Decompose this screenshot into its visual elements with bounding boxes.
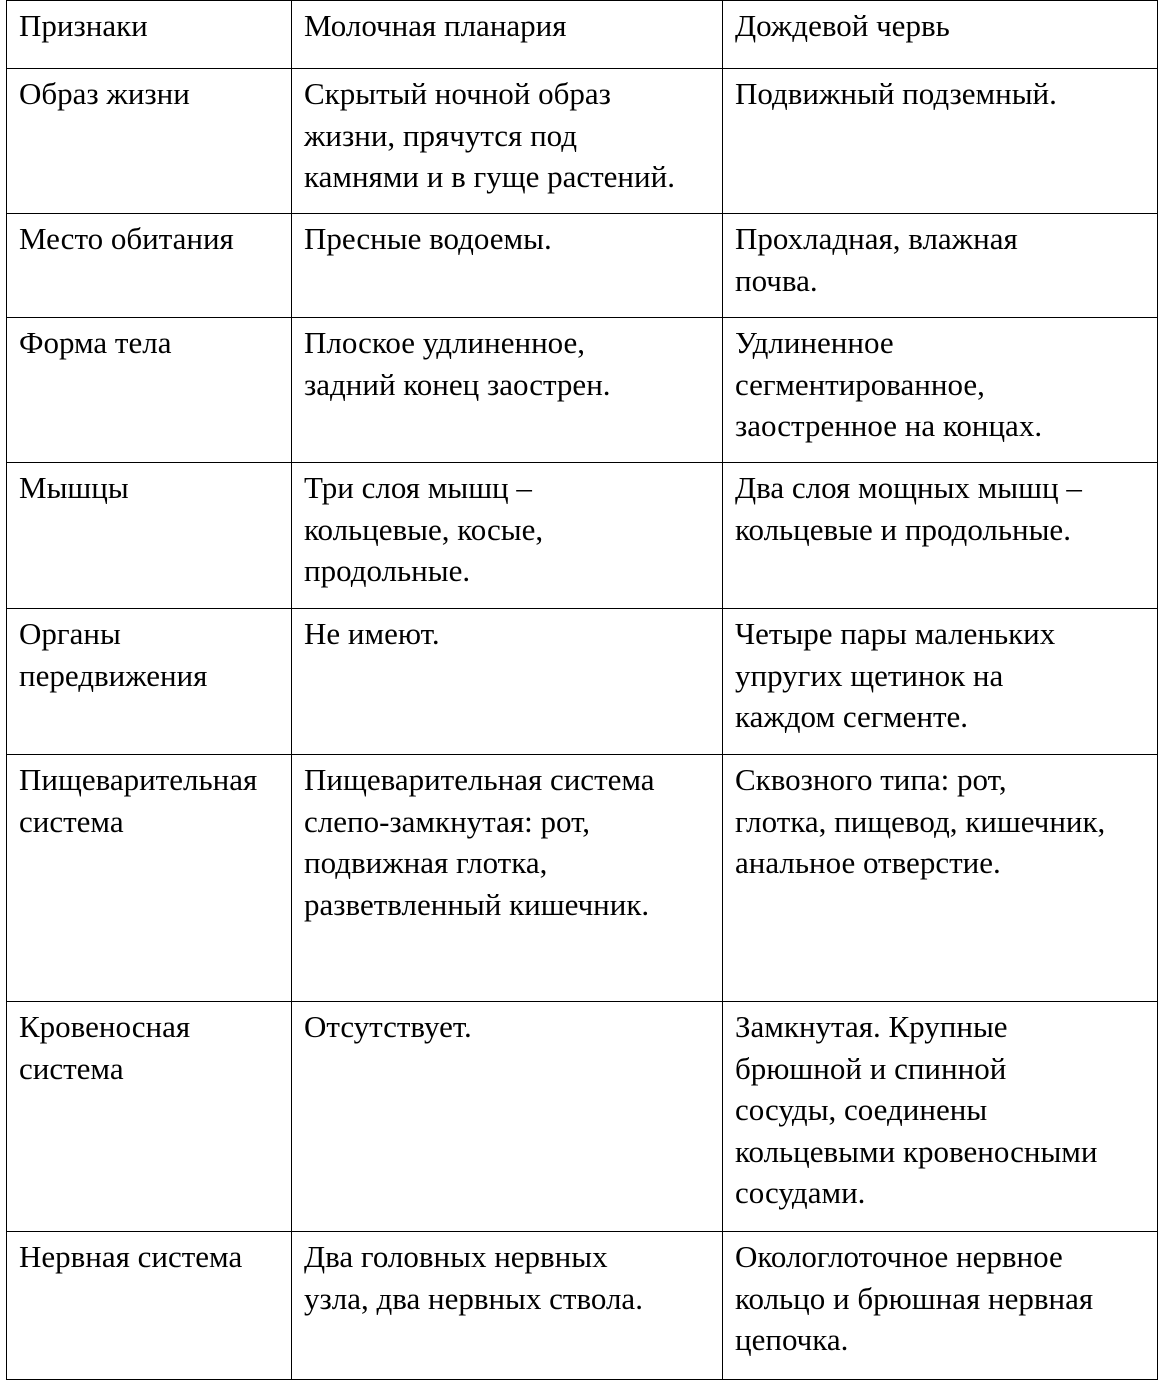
worm-cell: Окологлоточное нервное кольцо и брюшная нервная цепочка. <box>723 1232 1158 1380</box>
table-row <box>7 609 1158 755</box>
table-row <box>7 69 1158 214</box>
worm-cell: Два слоя мощных мышц – кольцевые и продольные. <box>723 463 1158 609</box>
worm-cell: Прохладная, влажная почва. <box>723 214 1158 318</box>
planaria-cell: Пресные водоемы. <box>292 214 723 318</box>
feature-cell: Мышцы <box>7 463 292 609</box>
table-row <box>7 214 1158 318</box>
planaria-cell: Три слоя мышц – кольцевые, косые, продольные. <box>292 463 723 609</box>
table-row <box>7 755 1158 1002</box>
feature-cell: Органы передвижения <box>7 609 292 755</box>
worm-cell: Замкнутая. Крупные брюшной и спинной сосуды, соединены кольцевыми кровеносными сосудами. <box>723 1002 1158 1232</box>
header-row <box>7 1 1158 69</box>
table-row <box>7 463 1158 609</box>
worm-cell: Сквозного типа: рот, глотка, пищевод, кишечник, анальное отверстие. <box>723 755 1158 1002</box>
feature-cell: Нервная система <box>7 1232 292 1380</box>
planaria-cell: Не имеют. <box>292 609 723 755</box>
header-cell-feature: Признаки <box>7 1 292 69</box>
worm-cell: Удлиненное сегментированное, заостренное на концах. <box>723 318 1158 463</box>
comparison-table <box>6 0 1158 1380</box>
planaria-cell: Плоское удлиненное, задний конец заострен. <box>292 318 723 463</box>
worm-cell: Четыре пары маленьких упругих щетинок на каждом сегменте. <box>723 609 1158 755</box>
planaria-cell: Два головных нервных узла, два нервных ствола. <box>292 1232 723 1380</box>
table-row <box>7 1002 1158 1232</box>
worm-cell: Подвижный подземный. <box>723 69 1158 214</box>
table-row <box>7 318 1158 463</box>
planaria-cell: Скрытый ночной образ жизни, прячутся под камнями и в гуще растений. <box>292 69 723 214</box>
feature-cell: Образ жизни <box>7 69 292 214</box>
feature-cell: Пищеварительная система <box>7 755 292 1002</box>
feature-cell: Форма тела <box>7 318 292 463</box>
feature-cell: Кровеносная система <box>7 1002 292 1232</box>
table-row <box>7 1232 1158 1380</box>
header-cell-worm: Дождевой червь <box>723 1 1158 69</box>
header-cell-planaria: Молочная планария <box>292 1 723 69</box>
planaria-cell: Отсутствует. <box>292 1002 723 1232</box>
planaria-cell: Пищеварительная система слепо-замкнутая: рот, подвижная глотка, разветвленный кишечник. <box>292 755 723 1002</box>
feature-cell: Место обитания <box>7 214 292 318</box>
